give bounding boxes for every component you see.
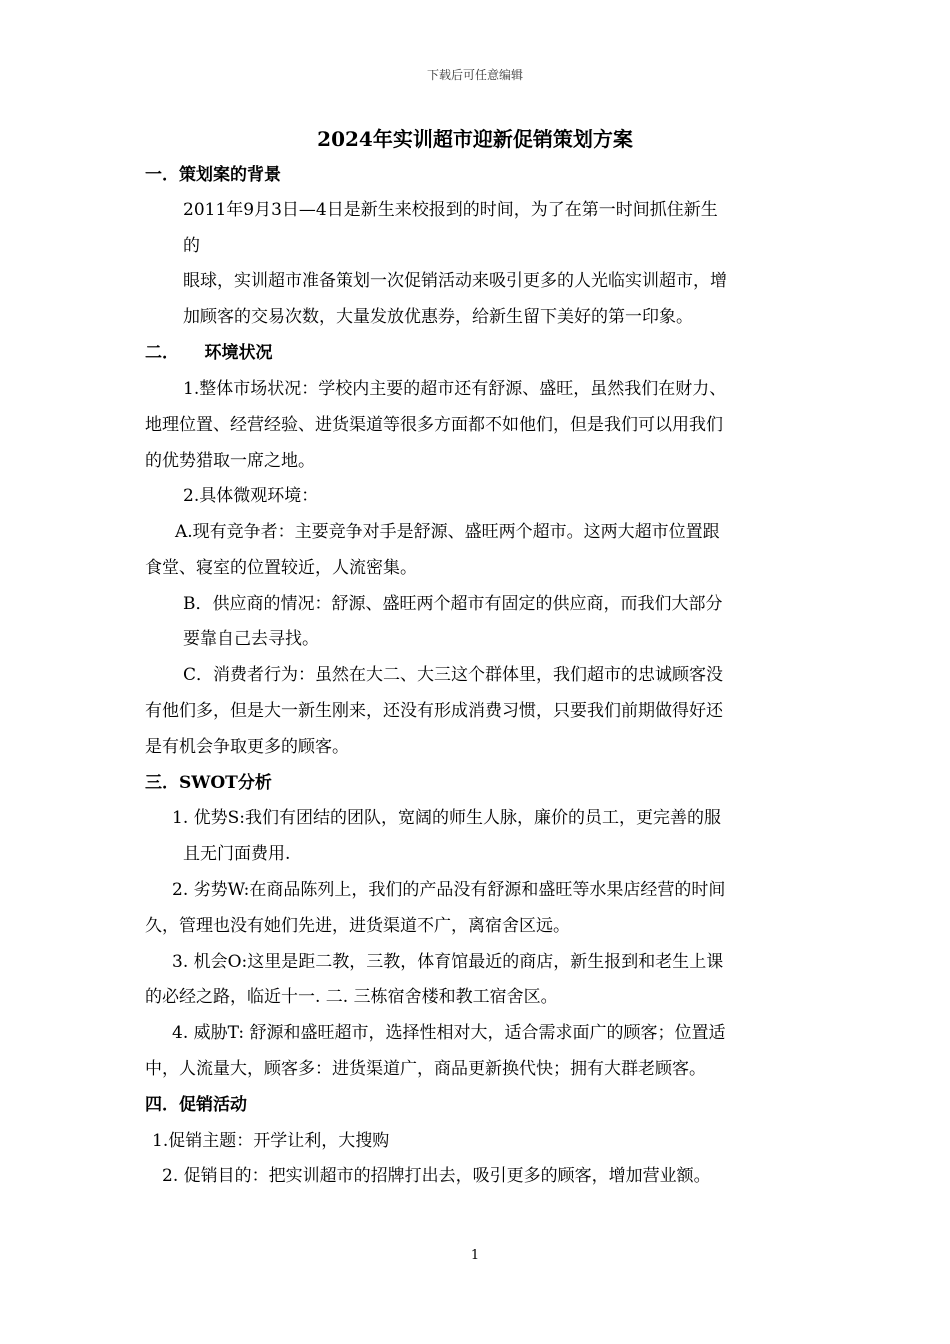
paragraph-line: 加顾客的交易次数，大量发放优惠券，给新生留下美好的第一印象。 <box>183 307 693 327</box>
paragraph-line: 的必经之路，临近十一. 二. 三栋宿舍楼和教工宿舍区。 <box>145 987 558 1007</box>
paragraph-line: B．供应商的情况：舒源、盛旺两个超市有固定的供应商，而我们大部分 <box>183 594 723 614</box>
page-number: 1 <box>470 1248 480 1263</box>
paragraph-line: 2. 劣势W:在商品陈列上，我们的产品没有舒源和盛旺等水果店经营的时间 <box>172 880 726 900</box>
paragraph-line: 要靠自己去寻找。 <box>183 629 319 649</box>
paragraph-line: A.现有竞争者：主要竞争对手是舒源、盛旺两个超市。这两大超市位置跟 <box>175 522 720 542</box>
section-heading-environment: 二． 环境状况 <box>145 343 273 363</box>
paragraph-line: 2011年9月3日—4日是新生来校报到的时间，为了在第一时间抓住新生 <box>183 200 718 220</box>
paragraph-line: 1.促销主题：开学让利，大搜购 <box>152 1131 390 1151</box>
paragraph-line: 有他们多，但是大一新生刚来，还没有形成消费习惯，只要我们前期做得好还 <box>145 701 723 721</box>
header-note: 下载后可任意编辑 <box>426 68 523 82</box>
paragraph-line: 2. 促销目的：把实训超市的招牌打出去，吸引更多的顾客，增加营业额。 <box>162 1166 711 1186</box>
paragraph-line: 且无门面费用. <box>183 844 291 864</box>
section-heading-background: 一．策划案的背景 <box>145 165 281 185</box>
paragraph-line: 2.具体微观环境： <box>183 486 319 506</box>
paragraph-line: 眼球，实训超市准备策划一次促销活动来吸引更多的人光临实训超市，增 <box>183 271 727 291</box>
paragraph-line: 中，人流量大，顾客多：进货渠道广，商品更新换代快；拥有大群老顾客。 <box>145 1059 706 1079</box>
paragraph-line: 4. 威胁T: 舒源和盛旺超市，选择性相对大，适合需求面广的顾客；位置适 <box>172 1023 726 1043</box>
paragraph-line: C．消费者行为：虽然在大二、大三这个群体里，我们超市的忠诚顾客没 <box>183 665 724 685</box>
paragraph-line: 是有机会争取更多的顾客。 <box>145 737 349 757</box>
paragraph-line: 的优势猎取一席之地。 <box>145 451 315 471</box>
section-heading-swot: 三．SWOT分析 <box>145 773 272 793</box>
paragraph-line: 的 <box>183 236 200 256</box>
paragraph-line: 地理位置、经营经验、进货渠道等很多方面都不如他们，但是我们可以用我们 <box>145 415 723 435</box>
paragraph-line: 久，管理也没有她们先进，进货渠道不广，离宿舍区远。 <box>145 916 570 936</box>
paragraph-line: 3. 机会O:这里是距二教，三教，体育馆最近的商店，新生报到和老生上课 <box>172 952 724 972</box>
paragraph-line: 1. 优势S:我们有团结的团队，宽阔的师生人脉，廉价的员工，更完善的服 <box>172 808 721 828</box>
section-heading-promotion: 四．促销活动 <box>145 1095 247 1115</box>
paragraph-line: 食堂、寝室的位置较近，人流密集。 <box>145 558 417 578</box>
document-title: 2024年实训超市迎新促销策划方案 <box>317 127 633 151</box>
paragraph-line: 1.整体市场状况：学校内主要的超市还有舒源、盛旺，虽然我们在财力、 <box>183 379 727 399</box>
